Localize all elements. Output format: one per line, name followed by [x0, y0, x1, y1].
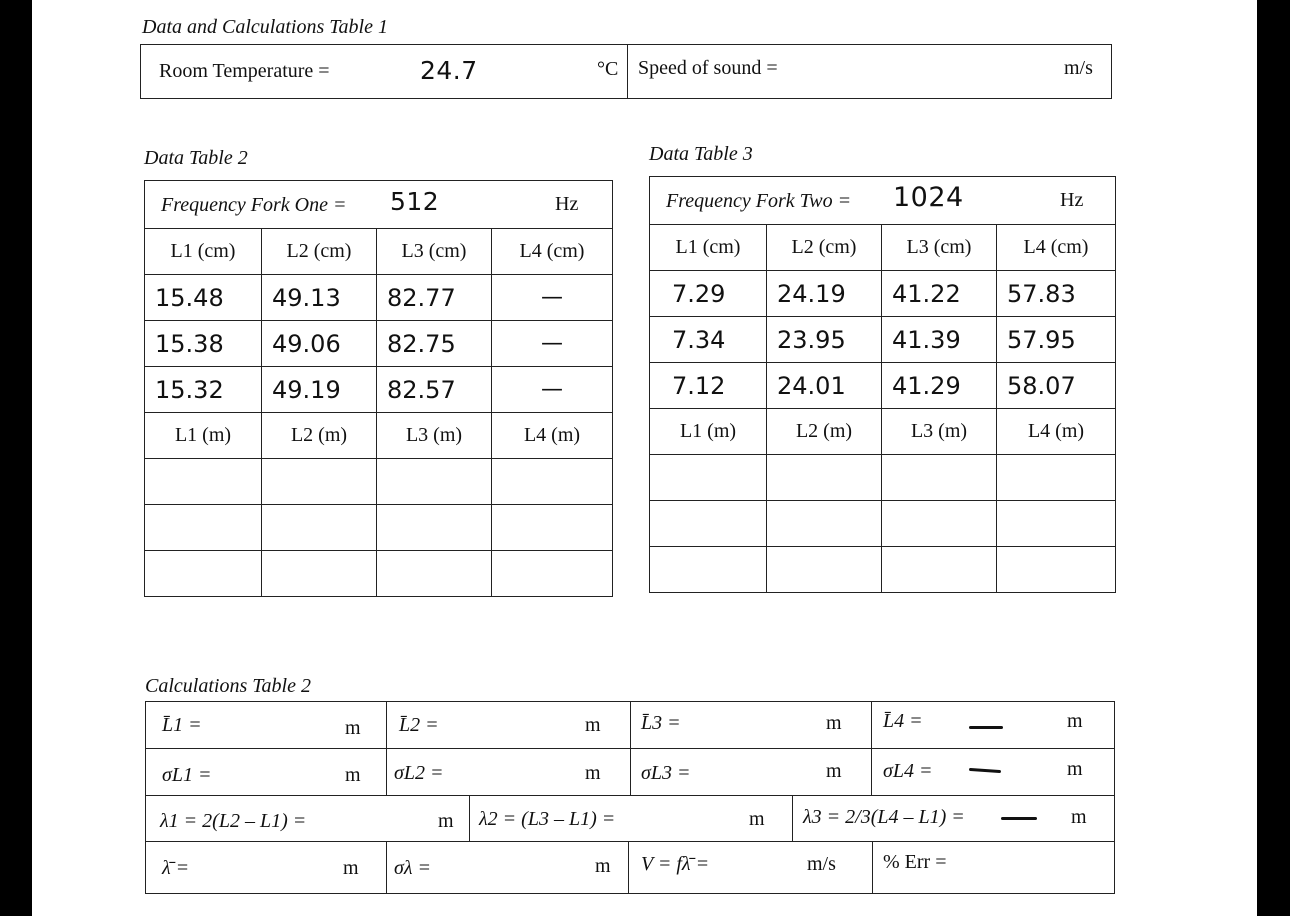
- sigma-l4-label: σL4 =: [883, 760, 933, 782]
- mean-l3-label: L̄3 =: [641, 712, 681, 734]
- calc2-title: Calculations Table 2: [145, 675, 311, 697]
- t3-cell[interactable]: 23.95: [767, 317, 882, 363]
- fork-one-label: Frequency Fork One =: [161, 194, 347, 216]
- fork-two-unit: Hz: [1060, 189, 1084, 211]
- mean-l4-label: L̄4 =: [883, 710, 923, 732]
- t2-cell[interactable]: 82.75: [377, 321, 492, 367]
- table1-title: Data and Calculations Table 1: [142, 16, 388, 38]
- unit-m: m: [826, 712, 842, 734]
- lambda3-label: λ3 = 2/3(L4 – L1) =: [803, 806, 965, 828]
- t3-header-l3-cm: L3 (cm): [882, 225, 997, 271]
- t3-cell[interactable]: 24.01: [767, 363, 882, 409]
- t3-header-l2-m: L2 (m): [767, 409, 882, 455]
- t3-cell[interactable]: 57.95: [997, 317, 1116, 363]
- t3-cell[interactable]: 41.39: [882, 317, 997, 363]
- t3-cell[interactable]: 58.07: [997, 363, 1116, 409]
- percent-error-label: % Err =: [883, 851, 947, 873]
- room-temp-unit: °C: [597, 58, 619, 80]
- t2-header-l4-m: L4 (m): [492, 413, 613, 459]
- t3-header-l4-cm: L4 (cm): [997, 225, 1116, 271]
- table-row: [145, 275, 613, 321]
- unit-m: m: [585, 714, 601, 736]
- t3-header-l2-cm: L2 (cm): [767, 225, 882, 271]
- t3-header-l3-m: L3 (m): [882, 409, 997, 455]
- t3-cell[interactable]: 7.34: [650, 317, 767, 363]
- t2-header-l4-cm: L4 (cm): [492, 229, 613, 275]
- t3-cell[interactable]: 7.29: [650, 271, 767, 317]
- t2-cell[interactable]: 49.06: [262, 321, 377, 367]
- unit-m: m: [826, 760, 842, 782]
- speed-unit: m/s: [1064, 57, 1093, 79]
- table2-title: Data Table 2: [144, 147, 248, 169]
- room-temp-value[interactable]: 24.7: [420, 56, 478, 85]
- t2-header-l3-m: L3 (m): [377, 413, 492, 459]
- handwritten-dash: [1001, 817, 1037, 820]
- t2-cell[interactable]: 15.48: [145, 275, 262, 321]
- t2-cell[interactable]: 15.38: [145, 321, 262, 367]
- fork-one-value[interactable]: 512: [390, 187, 440, 216]
- sigma-lambda-label: σλ =: [394, 857, 432, 879]
- fork-two-value[interactable]: 1024: [893, 182, 964, 213]
- unit-m: m: [749, 808, 765, 830]
- t2-cell[interactable]: 49.19: [262, 367, 377, 413]
- unit-m: m: [595, 855, 611, 877]
- table-row: [145, 459, 613, 505]
- t2-cell[interactable]: 82.77: [377, 275, 492, 321]
- sigma-l1-label: σL1 =: [162, 764, 212, 786]
- mean-l1-label: L̄1 =: [162, 714, 202, 736]
- table-row: [650, 547, 1116, 593]
- sigma-l3-label: σL3 =: [641, 762, 691, 784]
- table-row: [145, 505, 613, 551]
- worksheet-page: [32, 0, 1257, 916]
- unit-m: m: [343, 857, 359, 879]
- handwritten-dash: [969, 726, 1003, 729]
- unit-m: m: [438, 810, 454, 832]
- t3-cell[interactable]: 41.22: [882, 271, 997, 317]
- fork-two-label: Frequency Fork Two =: [666, 190, 852, 212]
- unit-m: m: [345, 764, 361, 786]
- t2-cell[interactable]: —: [492, 275, 613, 321]
- t2-header-l1-cm: L1 (cm): [145, 229, 262, 275]
- t2-header-l2-cm: L2 (cm): [262, 229, 377, 275]
- t3-cell[interactable]: 7.12: [650, 363, 767, 409]
- table-row: [145, 367, 613, 413]
- data-table-3: [649, 176, 1116, 593]
- t2-cell[interactable]: 49.13: [262, 275, 377, 321]
- unit-m: m: [1067, 710, 1083, 732]
- table-row: [145, 321, 613, 367]
- table3-title: Data Table 3: [649, 143, 753, 165]
- t2-cell[interactable]: —: [492, 321, 613, 367]
- t2-header-l3-cm: L3 (cm): [377, 229, 492, 275]
- table-row: [650, 501, 1116, 547]
- t3-header-l1-m: L1 (m): [650, 409, 767, 455]
- speed-label: Speed of sound =: [638, 57, 778, 79]
- t2-cell[interactable]: 82.57: [377, 367, 492, 413]
- unit-m: m: [1067, 758, 1083, 780]
- t3-cell[interactable]: 24.19: [767, 271, 882, 317]
- table-row: [650, 317, 1116, 363]
- t2-cell[interactable]: 15.32: [145, 367, 262, 413]
- velocity-label: V = fλ̄ =: [641, 853, 710, 875]
- fork-one-unit: Hz: [555, 193, 579, 215]
- unit-ms: m/s: [807, 853, 836, 875]
- mean-l2-label: L̄2 =: [399, 714, 439, 736]
- table-row: [650, 455, 1116, 501]
- table-row: [650, 363, 1116, 409]
- t3-header-l4-m: L4 (m): [997, 409, 1116, 455]
- unit-m: m: [345, 717, 361, 739]
- t3-cell[interactable]: 57.83: [997, 271, 1116, 317]
- data-table-2: [144, 180, 613, 597]
- unit-m: m: [585, 762, 601, 784]
- mean-lambda-label: λ̄ =: [162, 857, 190, 879]
- unit-m: m: [1071, 806, 1087, 828]
- table-row: [650, 271, 1116, 317]
- sigma-l2-label: σL2 =: [394, 762, 444, 784]
- t2-header-l2-m: L2 (m): [262, 413, 377, 459]
- t2-cell[interactable]: —: [492, 367, 613, 413]
- t3-cell[interactable]: 41.29: [882, 363, 997, 409]
- room-temp-label: Room Temperature =: [159, 60, 330, 82]
- t3-header-l1-cm: L1 (cm): [650, 225, 767, 271]
- table-row: [145, 551, 613, 597]
- t2-header-l1-m: L1 (m): [145, 413, 262, 459]
- lambda1-label: λ1 = 2(L2 – L1) =: [160, 810, 307, 832]
- lambda2-label: λ2 = (L3 – L1) =: [479, 808, 616, 830]
